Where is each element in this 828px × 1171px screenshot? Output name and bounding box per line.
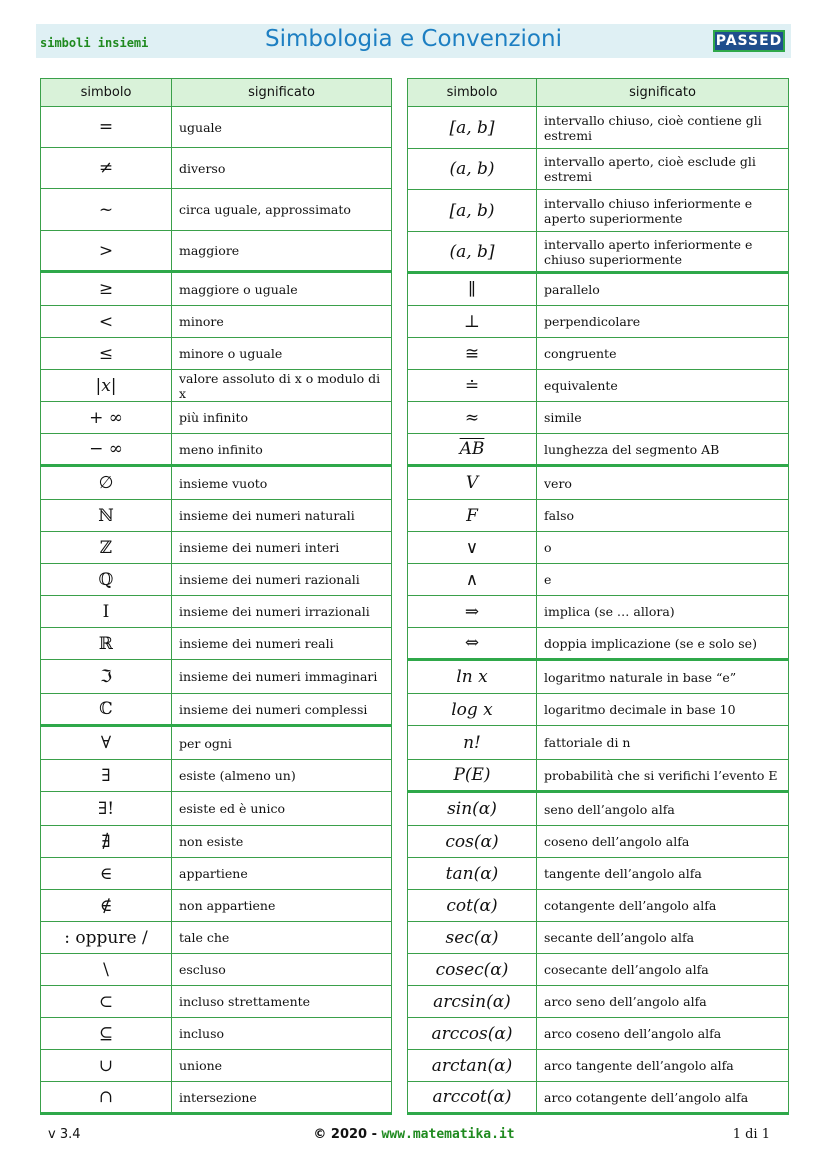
meaning-cell: vero [537,466,789,500]
table-row [41,370,392,402]
symbol-cell: ℤ [41,532,172,564]
table-row [408,890,789,922]
table-row [41,466,392,500]
meaning-cell: coseno dell’angolo alfa [537,826,789,858]
column-header-symbol: simbolo [41,79,172,107]
symbol-cell: I [41,596,172,628]
table-row [41,231,392,272]
table-row [408,232,789,273]
meaning-cell: fattoriale di n [537,726,789,760]
table-row [41,402,392,434]
symbol-cell: ~ [41,189,172,231]
table-row [41,500,392,532]
meaning-cell: tale che [172,922,392,954]
table-row [408,149,789,190]
table-row [41,189,392,231]
meaning-cell: insieme dei numeri complessi [172,694,392,726]
meaning-cell: tangente dell’angolo alfa [537,858,789,890]
table-row [41,596,392,628]
table-row [41,922,392,954]
meaning-cell: esiste ed è unico [172,792,392,826]
meaning-cell: uguale [172,107,392,148]
table-row [41,890,392,922]
table-row [41,628,392,660]
meaning-cell: intervallo aperto, cioè esclude gli estremi [537,149,789,190]
table-row [408,434,789,466]
meaning-cell: insieme dei numeri interi [172,532,392,564]
table-row [41,532,392,564]
meaning-cell: intervallo chiuso inferiormente e aperto superiormente [537,190,789,232]
symbol-cell: ≥ [41,272,172,306]
table-row [41,148,392,189]
table-row [408,922,789,954]
table-row [41,1018,392,1050]
copyright-line [0,1127,828,1142]
meaning-cell: escluso [172,954,392,986]
meaning-cell: logaritmo naturale in base “e” [537,660,789,694]
table-row [408,338,789,370]
table-row [41,954,392,986]
symbol-cell: sin(α) [408,792,537,826]
meaning-cell: diverso [172,148,392,189]
symbol-cell: ∅ [41,466,172,500]
table-row [41,338,392,370]
symbol-cell: (a, b) [408,149,537,190]
meaning-cell: e [537,564,789,596]
table-row [41,760,392,792]
symbol-cell: ∪ [41,1050,172,1082]
symbol-cell: $\overline{AB}$ [408,434,537,466]
symbol-cell: tan(α) [408,858,537,890]
symbol-cell: [a, b] [408,107,537,149]
meaning-cell: più infinito [172,402,392,434]
symbol-cell: ≐ [408,370,537,402]
symbol-cell: ln x [408,660,537,694]
table-row [408,402,789,434]
column-header-symbol: simbolo [408,79,537,107]
symbol-cell: ∧ [408,564,537,596]
table-row [41,792,392,826]
meaning-cell: insieme dei numeri naturali [172,500,392,532]
symbol-cell: > [41,231,172,272]
symbol-cell: P(E) [408,760,537,792]
symbol-cell: ⇒ [408,596,537,628]
meaning-cell: incluso strettamente [172,986,392,1018]
symbol-cell: sec(α) [408,922,537,954]
meaning-cell: o [537,532,789,564]
symbol-cell: − ∞ [41,434,172,466]
table-row [408,660,789,694]
symbol-cell: ∃ [41,760,172,792]
meaning-cell: unione [172,1050,392,1082]
symbol-cell: [a, b) [408,190,537,232]
symbol-cell: ≈ [408,402,537,434]
meaning-cell: intervallo chiuso, cioè contiene gli estremi [537,107,789,149]
table-row [408,954,789,986]
meaning-cell: circa uguale, approssimato [172,189,392,231]
meaning-cell: incluso [172,1018,392,1050]
symbol-cell: ⊥ [408,306,537,338]
meaning-cell: perpendicolare [537,306,789,338]
meaning-cell: maggiore [172,231,392,272]
meaning-cell: probabilità che si verifichi l’evento E [537,760,789,792]
symbol-cell: ∉ [41,890,172,922]
symbol-cell: ⊂ [41,986,172,1018]
symbol-cell: V [408,466,537,500]
table-row [408,1050,789,1082]
copyright-text: © 2020 - [313,1127,382,1142]
table-row [408,466,789,500]
table-row [408,500,789,532]
symbol-cell: ℂ [41,694,172,726]
table-row [41,986,392,1018]
table-row [41,694,392,726]
meaning-cell: appartiene [172,858,392,890]
meaning-cell: meno infinito [172,434,392,466]
meaning-cell: falso [537,500,789,532]
table-row [41,107,392,148]
table-row [408,1082,789,1114]
table-row [41,564,392,596]
passed-badge: PASSED [713,30,785,52]
meaning-cell: intervallo aperto inferiormente e chiuso superiormente [537,232,789,273]
meaning-cell: arco tangente dell’angolo alfa [537,1050,789,1082]
symbol-cell: ℕ [41,500,172,532]
table-row [41,858,392,890]
meaning-cell: esiste (almeno un) [172,760,392,792]
table-row [408,858,789,890]
right-symbol-table [407,78,789,1115]
meaning-cell: non esiste [172,826,392,858]
meaning-cell: implica (se … allora) [537,596,789,628]
symbol-cell: ∨ [408,532,537,564]
symbol-cell: ∀ [41,726,172,760]
symbol-cell: = [41,107,172,148]
meaning-cell: cotangente dell’angolo alfa [537,890,789,922]
table-row [408,532,789,564]
table-row [408,986,789,1018]
table-header-row [41,79,392,107]
column-header-meaning: significato [172,79,392,107]
symbol-cell: < [41,306,172,338]
meaning-cell: arco seno dell’angolo alfa [537,986,789,1018]
table-row [41,726,392,760]
table-row [408,1018,789,1050]
table-row [408,596,789,628]
meaning-cell: insieme dei numeri reali [172,628,392,660]
table-row [408,273,789,306]
table-row [41,1050,392,1082]
meaning-cell: insieme dei numeri immaginari [172,660,392,694]
table-header-row [408,79,789,107]
section-label: simboli insiemi [40,36,149,50]
symbol-cell: ∃! [41,792,172,826]
page-title: Simbologia e Convenzioni [265,26,562,52]
symbol-cell: log x [408,694,537,726]
symbol-cell: ∄ [41,826,172,858]
table-row [408,107,789,149]
page-number: 1 di 1 [732,1127,770,1142]
symbol-cell: + ∞ [41,402,172,434]
version-label: v 3.4 [48,1127,81,1142]
meaning-cell: lunghezza del segmento AB [537,434,789,466]
table-row [41,272,392,306]
table-row [408,694,789,726]
meaning-cell: parallelo [537,273,789,306]
table-row [408,628,789,660]
symbol-cell: arctan(α) [408,1050,537,1082]
meaning-cell: insieme dei numeri razionali [172,564,392,596]
symbol-cell: ≅ [408,338,537,370]
symbol-cell: |x| [41,370,172,402]
symbol-cell: arccot(α) [408,1082,537,1114]
symbol-cell: (a, b] [408,232,537,273]
meaning-cell: secante dell’angolo alfa [537,922,789,954]
meaning-cell: equivalente [537,370,789,402]
table-row [41,660,392,694]
meaning-cell: insieme dei numeri irrazionali [172,596,392,628]
meaning-cell: intersezione [172,1082,392,1114]
symbol-cell: \ [41,954,172,986]
symbol-cell: ⊆ [41,1018,172,1050]
table-row [408,306,789,338]
table-row [408,564,789,596]
symbol-cell: cot(α) [408,890,537,922]
meaning-cell: cosecante dell’angolo alfa [537,954,789,986]
site-link[interactable]: www.matematika.it [381,1127,515,1142]
meaning-cell: insieme vuoto [172,466,392,500]
symbol-cell: ⇔ [408,628,537,660]
meaning-cell: seno dell’angolo alfa [537,792,789,826]
table-row [41,826,392,858]
symbol-cell: : oppure / [41,922,172,954]
left-symbol-table [40,78,392,1115]
symbol-cell: ∩ [41,1082,172,1114]
symbol-cell: cosec(α) [408,954,537,986]
table-row [408,826,789,858]
symbol-cell: arcsin(α) [408,986,537,1018]
meaning-cell: logaritmo decimale in base 10 [537,694,789,726]
symbol-cell: F [408,500,537,532]
meaning-cell: non appartiene [172,890,392,922]
table-row [408,370,789,402]
meaning-cell: maggiore o uguale [172,272,392,306]
table-row [41,434,392,466]
column-header-meaning: significato [537,79,789,107]
symbol-cell: ℝ [41,628,172,660]
table-row [408,792,789,826]
table-row [408,760,789,792]
meaning-cell: valore assoluto di x o modulo di x [172,370,392,402]
symbol-cell: ∥ [408,273,537,306]
table-row [408,726,789,760]
page-header [36,24,791,58]
symbol-cell: cos(α) [408,826,537,858]
meaning-cell: arco cotangente dell’angolo alfa [537,1082,789,1114]
meaning-cell: per ogni [172,726,392,760]
table-row [41,306,392,338]
symbol-cell: ≤ [41,338,172,370]
symbol-cell: n! [408,726,537,760]
meaning-cell: minore [172,306,392,338]
meaning-cell: minore o uguale [172,338,392,370]
meaning-cell: congruente [537,338,789,370]
table-row [408,190,789,232]
meaning-cell: simile [537,402,789,434]
table-row [41,1082,392,1114]
symbol-cell: ∈ [41,858,172,890]
meaning-cell: doppia implicazione (se e solo se) [537,628,789,660]
symbol-cell: ≠ [41,148,172,189]
symbol-cell: ℑ [41,660,172,694]
meaning-cell: arco coseno dell’angolo alfa [537,1018,789,1050]
symbol-cell: ℚ [41,564,172,596]
symbol-cell: arccos(α) [408,1018,537,1050]
